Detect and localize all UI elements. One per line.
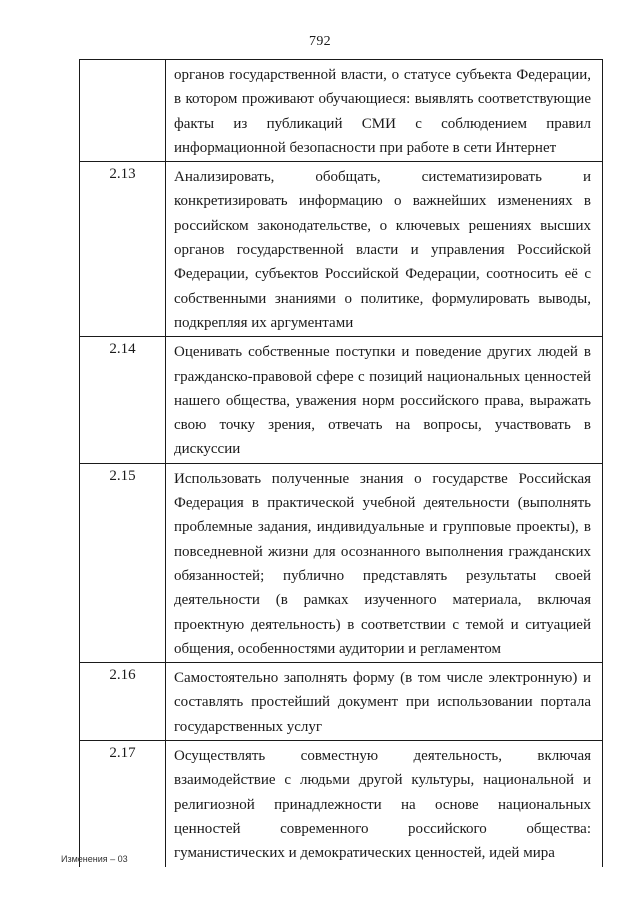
item-number: 2.17 — [80, 741, 166, 867]
item-text: Анализировать, обобщать, систематизировать и конкретизировать информацию о важнейших изменениях в российском законодательстве, о ключевых решениях высших органов государственной власти и управления Российской Федерации, субъектов Российской Федерации, соотносить её с собственными знаниями о политике, формулировать выводы, подкрепляя их аргументами — [166, 162, 603, 337]
item-number: 2.15 — [80, 463, 166, 662]
item-number: 2.14 — [80, 337, 166, 463]
table-row — [80, 60, 603, 162]
table-row — [80, 463, 603, 662]
item-text: Использовать полученные знания о государстве Российская Федерация в практической учебной деятельности (выполнять проблемные задания, индивидуальные и групповые проекты), в повседневной жизни для осознанного выполнения гражданских обязанностей; публично представлять результаты своей деятельности (в рамках изученного материала, включая проектную деятельность) в соответствии с темой и ситуацией общения, особенностями аудитории и регламентом — [166, 463, 603, 662]
table-row — [80, 663, 603, 741]
page-number: 792 — [309, 34, 331, 49]
item-text: Оценивать собственные поступки и поведение других людей в гражданско-правовой сфере с позиций национальных ценностей нашего общества, уважения норм российского права, выражать свою точку зрения, отвечать на вопросы, участвовать в дискуссии — [166, 337, 603, 463]
table-row — [80, 162, 603, 337]
requirements-table — [79, 59, 603, 867]
item-number: 2.16 — [80, 663, 166, 741]
item-number: 2.13 — [80, 162, 166, 337]
item-number — [80, 60, 166, 162]
item-text: органов государственной власти, о статусе субъекта Федерации, в котором проживают обучающиеся: выявлять соответствующие факты из публикаций СМИ с соблюдением правил информационной безопасности при работе в сети Интернет — [166, 60, 603, 162]
item-text: Самостоятельно заполнять форму (в том числе электронную) и составлять простейший документ при использовании портала государственных услуг — [166, 663, 603, 741]
table-row — [80, 337, 603, 463]
item-text: Осуществлять совместную деятельность, включая взаимодействие с людьми другой культуры, национальной и религиозной принадлежности на основе национальных ценностей современного российского общества: гуманистических и демократических ценностей, идей мира — [166, 741, 603, 867]
footer-revision-note: Изменения – 03 — [61, 854, 128, 864]
table-row — [80, 741, 603, 867]
